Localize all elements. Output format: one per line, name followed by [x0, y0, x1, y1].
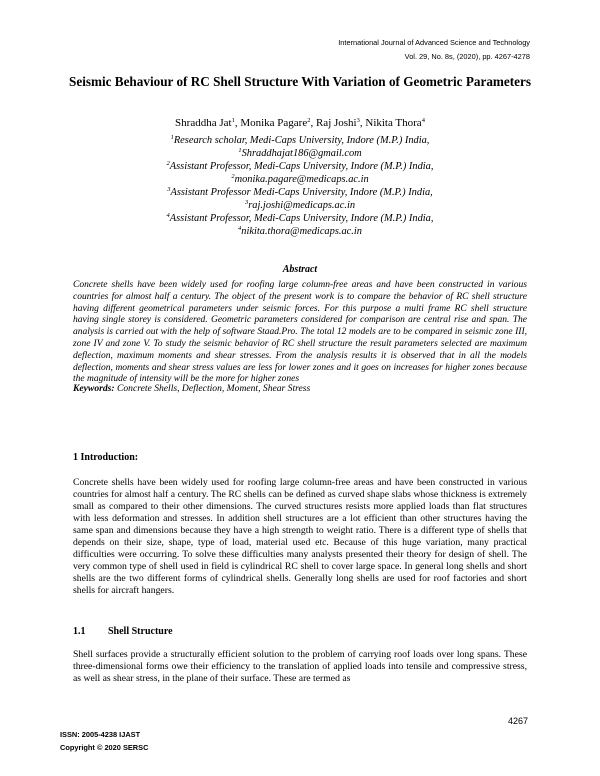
author-list: Shraddha Jat$^1$, Monika Pagare$^2$, Raj Joshi$^3$, Nikita Thora$^4$	[175, 117, 425, 129]
keywords-list: Concrete Shells, Deflection, Moment, Shear Stress	[116, 383, 311, 394]
affiliation-org: $^4$Assistant Professor, Medi-Caps University, Indore (M.P.) India,	[166, 212, 434, 224]
author-sup: 1	[231, 117, 235, 124]
shell-structure-paragraph: Shell surfaces provide a structurally efficient solution to the problem of carrying roof loads over long spans. These three-dimensional forms owe their efficiency to the translation of applied loads into tensile and compressive stress, as well as shear stress, in the plane of their surface. These are termed as	[73, 649, 527, 684]
affiliation-email: $^3$raj.joshi@medicaps.ac.in	[244, 199, 356, 211]
abstract-text: Concrete shells have been widely used for roofing large column-free areas and have been constructed in various countries for almost half a century. The object of the present work is to compare the behavior of RC shell structure having different geometrical parameters under seismic forces. For this purpose a multi frame RC shell structure having single storey is considered. Geometric parameters considered for comparison are central rise and span. The analysis is carried out with the help of software Staad.Pro. The total 12 models are to be compared in seismic zone III, zone IV and zone V. To study the seismic behavior of RC shell structure the result parameters selected are maximum deflection, maximum moments and shear stresses. From the analysis results it is observed that in all the models deflection, moments and shear stress values are less for lower zones and it goes on increases for higher zones because the magnitude of intensity will be the more for higher zones	[73, 280, 527, 385]
affiliation-org: $^1$Research scholar, Medi-Caps University, Indore (M.P.) India,	[170, 134, 430, 146]
issn: ISSN: 2005-4238 IJAST	[60, 730, 141, 739]
journal-name: International Journal of Advanced Science and Technology	[338, 38, 530, 47]
affiliation-email: $^1$Shraddhajat186@gmail.com	[238, 147, 362, 159]
abstract-heading: Abstract	[282, 264, 318, 275]
author-name: Nikita Thora	[365, 117, 422, 129]
introduction-paragraph: Concrete shells have been widely used for roofing large column-free areas and have been constructed in various countries for almost half a century. The RC shells can be defined as curved shape slabs whose thickness is extremely small as compared to their other dimensions. The curved structures resists more applied loads than flat structures with less deformation and stresses. In addition shell structures are a lot efficient than other structures having the same span and dimensions because they have a high strength to weight ratio. There is a different type of shells that depends on their size, shape, type of load, material used etc. Because of this huge variation, many practical difficulties were occurring. To solve these difficulties many analysts presented their theory for design of shell. The very common type of shell used in field is cylindrical RC shell to cover large space. In general long shells and short shells are the two different forms of cylindrical shells. Generally long shells are used for roof factories and short shells for aircraft hangers.	[73, 477, 527, 596]
affiliation-email: $^2$monika.pagare@medicaps.ac.in	[231, 173, 369, 185]
section-heading-introduction: 1 Introduction:	[73, 452, 139, 463]
affiliation-org: $^3$Assistant Professor Medi-Caps University, Indore (M.P.) India,	[167, 186, 433, 198]
affiliation-list	[60, 134, 540, 238]
affiliation-org: $^2$Assistant Professor, Medi-Caps University, Indore (M.P.) India,	[166, 160, 434, 172]
subsection-heading-shell-structure: Shell Structure	[108, 626, 173, 637]
author-sup: 4	[421, 117, 425, 124]
page-number: 4267	[507, 716, 528, 726]
author-name: Monika Pagare	[240, 117, 308, 129]
subsection-number: 1.1	[73, 626, 86, 637]
author-sup: 2	[307, 117, 311, 124]
journal-volume: Vol. 29, No. 8s, (2020), pp. 4267-4278	[404, 52, 530, 61]
affiliation-email: $^4$nikita.thora@medicaps.ac.in	[238, 225, 362, 237]
author-name: Raj Joshi	[315, 117, 357, 129]
keywords-label: Keywords:	[73, 383, 115, 394]
author-sup: 3	[356, 117, 360, 124]
author-name: Shraddha Jat	[175, 117, 232, 129]
paper-title: Seismic Behaviour of RC Shell Structure With Variation of Geometric Parameters	[69, 74, 531, 89]
keywords	[73, 383, 310, 394]
copyright: Copyright © 2020 SERSC	[60, 743, 149, 752]
